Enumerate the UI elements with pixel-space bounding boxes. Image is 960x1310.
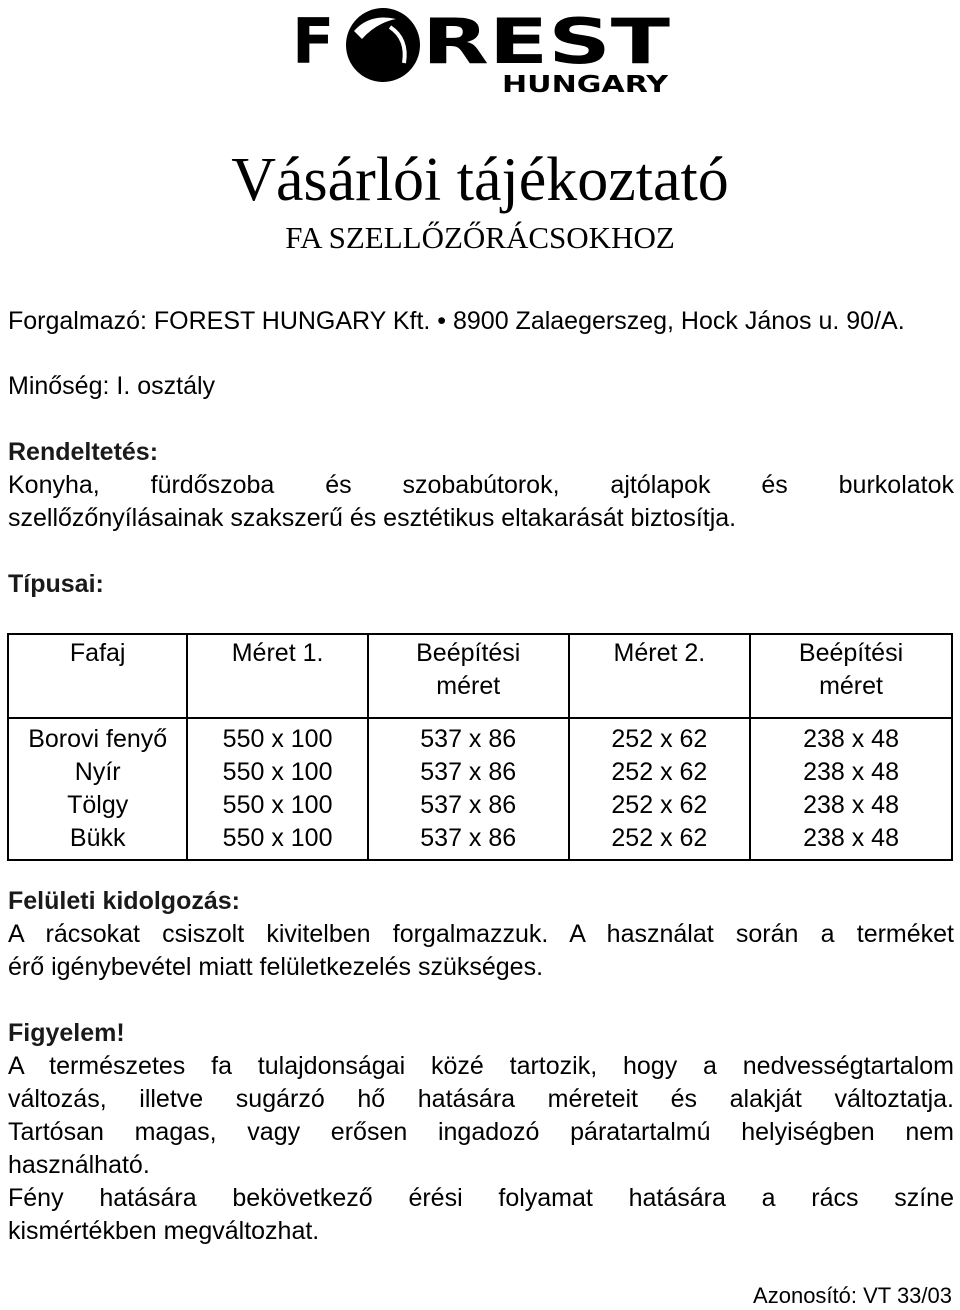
table-cell: 550 x 100 [222,758,333,786]
species-column [8,718,187,860]
column-header-size-2: Méret 2. [569,634,750,718]
table-cell: 550 x 100 [222,725,333,753]
table-cell: 238 x 48 [803,824,899,852]
table-cell: Bükk [69,824,126,852]
warning-line-5: Fény hatására bekövetkező érési folyamat hatására a rács színe [8,1184,954,1212]
page-title: Vásárlói tájékoztató [231,146,729,214]
table-cell: Borovi fenyő [28,725,168,753]
table-cell: 238 x 48 [803,758,899,786]
logo-letter-f: F [292,5,335,78]
column-header-install-size-1: Beépítési méret [368,634,569,718]
table-cell: 238 x 48 [803,725,899,753]
warning-line-3: Tartósan magas, vagy erősen ingadozó páratartalmú helyiségben nem [8,1118,954,1146]
size-1-column [187,718,367,860]
warning-line-2: változás, illetve sugárzó hő hatására méreteit és alakját változtatja. [8,1085,954,1113]
distributor-line: Forgalmazó: FOREST HUNGARY Kft. • 8900 Zalaegerszeg, Hock János u. 90/A. [8,307,905,335]
table-cell: 252 x 62 [611,725,708,753]
purpose-heading: Rendeltetés: [8,438,159,466]
warning-line-1: A természetes fa tulajdonságai közé tartozik, hogy a nedvességtartalom [8,1052,954,1080]
table-body [8,718,952,860]
quality-line: Minőség: I. osztály [8,372,216,400]
logo-ball-icon [346,8,420,82]
table-cell: 537 x 86 [420,725,517,753]
table-cell: 550 x 100 [222,791,333,819]
page-subtitle: FA SZELLŐZŐRÁCSOKHOZ [285,220,675,255]
table-cell: 252 x 62 [611,791,708,819]
warning-line-6: kismértékben megváltozhat. [8,1217,320,1245]
purpose-line-1: Konyha, fürdőszoba és szobabútorok, ajtólapok és burkolatok [8,471,954,499]
logo-letters-rest: REST [422,5,670,78]
logo-sub: HUNGARY [502,72,669,95]
table-cell: 537 x 86 [420,791,517,819]
table-header-row [8,634,952,718]
table-cell: 537 x 86 [420,824,517,852]
table-cell: Tölgy [67,791,129,819]
size-2-column [569,718,750,860]
finish-line-1: A rácsokat csiszolt kivitelben forgalmazzuk. A használat során a terméket [8,920,954,948]
finish-heading: Felületi kidolgozás: [8,887,240,915]
document-id: Azonosító: VT 33/03 [753,1283,952,1308]
table-cell: 252 x 62 [611,758,708,786]
warning-line-4: használható. [8,1151,150,1179]
finish-line-2: érő igénybevétel miatt felületkezelés szükséges. [8,953,544,981]
purpose-line-2: szellőzőnyílásainak szakszerű és esztétikus eltakarását biztosítja. [8,504,737,532]
column-header-species: Fafaj [8,634,187,718]
install-size-2-column [750,718,952,860]
column-header-size-1: Méret 1. [187,634,367,718]
warning-heading: Figyelem! [8,1019,125,1047]
types-heading: Típusai: [8,570,104,598]
table-cell: 252 x 62 [611,824,708,852]
column-header-install-size-2: Beépítési méret [750,634,952,718]
table-cell: 550 x 100 [222,824,333,852]
table-cell: 537 x 86 [420,758,517,786]
table-cell: Nyír [74,758,121,786]
forest-hungary-logo [290,5,674,95]
types-table [7,633,953,861]
install-size-1-column [368,718,569,860]
table-cell: 238 x 48 [803,791,899,819]
